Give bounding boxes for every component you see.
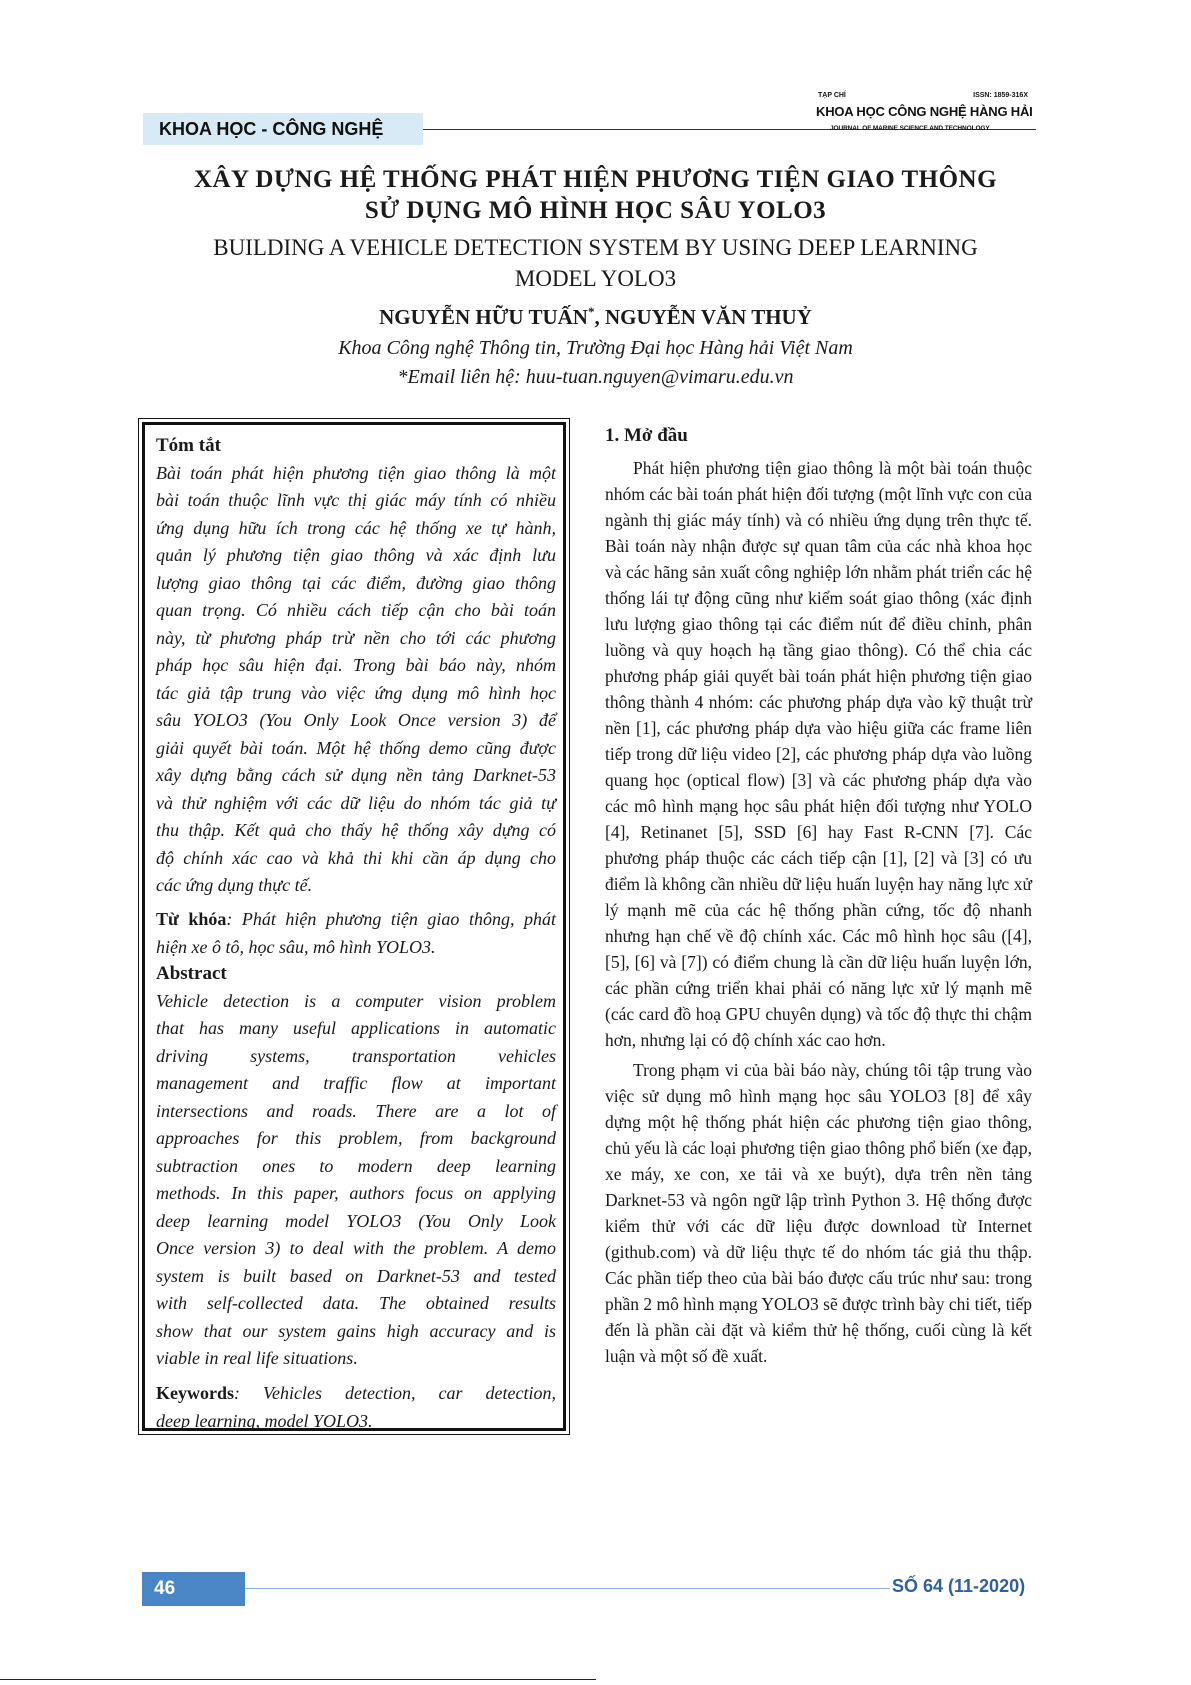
abstract-line: with self-collected data. The obtained results xyxy=(156,1293,556,1313)
journal-subtitle: JOURNAL OF MARINE SCIENCE AND TECHNOLOGY xyxy=(830,125,990,132)
summary-line: thu thập. Kết quả cho thấy hệ thống xây dựng có xyxy=(156,820,556,840)
summary-line: tác giả tập trung vào việc ứng dụng mô hình học xyxy=(156,682,556,703)
keywords-en-label: Keywords xyxy=(156,1383,234,1403)
keywords-vi-line1: : Phát hiện phương tiện giao thông, phát xyxy=(226,909,556,929)
summary-line: lượng giao thông tại các điểm, đường giao thông xyxy=(156,572,556,593)
abstract-line: Once version 3) to deal with the problem. A demo xyxy=(156,1238,556,1258)
abstract-line: intersections and roads. There are a lot of xyxy=(156,1100,556,1121)
abstract-line: viable in real life situations. xyxy=(156,1348,358,1368)
abstract-line: management and traffic flow at important xyxy=(156,1073,556,1093)
abstract-line: show that our system gains high accuracy and is xyxy=(156,1320,556,1341)
intro-heading: 1. Mở đầu xyxy=(605,425,688,446)
summary-line: bài toán thuộc lĩnh vực thị giác máy tính có nhiều xyxy=(156,490,556,510)
abstract-line: subtraction ones to modern deep learning xyxy=(156,1155,556,1176)
summary-line: xây dựng bằng cách sử dụng nền tảng Darknet-53 xyxy=(156,765,556,785)
summary-line: pháp học sâu hiện đại. Trong bài báo này, nhóm xyxy=(156,655,556,675)
abstract-line: system is built based on Darknet-53 and tested xyxy=(156,1265,556,1286)
keywords-en-line1: : Vehicles detection, car detection, xyxy=(234,1383,556,1403)
abstract-line: approaches for this problem, from background xyxy=(156,1128,556,1148)
summary-line: Bài toán phát hiện phương tiện giao thông là một xyxy=(156,462,556,483)
title-en-line1: BUILDING A VEHICLE DETECTION SYSTEM BY USING DEEP LEARNING xyxy=(213,235,978,260)
keywords-vi-label: Từ khóa xyxy=(156,909,227,929)
intro-paragraph-1: Phát hiện phương tiện giao thông là một bài toán thuộc nhóm các bài toán phát hiện đối tượng (một lĩnh vực con của ngành thị giác máy tính) và có nhiều ứng dụng trên thực tế. Bài toán này nhận được sự quan tâm của các nhà khoa học và các hãng sản xuất công nghiệp lớn nhằm phát triển các hệ thống lái tự động cũng như kiểm soát giao thông (xác định lưu lượng giao thông tại các điểm nút để điều chỉnh, phân luồng và quy hoạch hạ tầng giao thông). Có thể chia các phương pháp giải quyết bài toán phát hiện phương tiện giao thông thành 4 nhóm: các phương pháp dựa vào kỹ thuật trừ nền [1], các phương pháp dựa vào hiệu giữa các frame liên tiếp trong dữ liệu video [2], các phương pháp dựa vào luồng quang học (optical flow) [3] và các phương pháp dựa vào các mô hình mạng học sâu phát hiện đối tượng như YOLO [4], Retinanet [5], SSD [6] hay Fast R-CNN [7]. Các phương pháp thuộc các cách tiếp cận [1], [2] và [3] có ưu điểm là không cần nhiều dữ liệu huấn luyện hay năng lực xử lý mạnh mẽ của các hệ thống phần cứng, tốc độ nhanh nhưng hạn chế về độ chính xác. Các mô hình học sâu ([4], [5], [6] và [7]) có điểm chung là cần dữ liệu huấn luyện lớn, các phần cứng triển khai phải có năng lực xử lý mạnh mẽ (các card đồ hoạ GPU chuyên dụng) và tốc độ thực thi chậm hơn, nhưng lại có độ chính xác cao hơn. xyxy=(605,458,1032,1050)
corresponding-mark: * xyxy=(587,304,595,319)
summary-vi xyxy=(156,432,556,900)
keywords-en xyxy=(156,1380,556,1435)
abstract-line: Vehicle detection is a computer vision problem xyxy=(156,990,556,1011)
summary-line: và thử nghiệm với các dữ liệu do nhóm tác giả tự xyxy=(156,792,556,813)
introduction-section xyxy=(605,423,1032,1369)
summary-line: giải quyết bài toán. Một hệ thống demo cũng được xyxy=(156,737,556,758)
header-rule xyxy=(423,129,810,130)
summary-heading: Tóm tắt xyxy=(156,435,221,456)
summary-line: sâu YOLO3 (You Only Look Once version 3) để xyxy=(156,710,556,730)
journal-name: KHOA HỌC CÔNG NGHỆ HÀNG HẢI xyxy=(816,104,1033,119)
keywords-vi xyxy=(156,906,556,961)
summary-body xyxy=(156,460,556,900)
title-en-line2: MODEL YOLO3 xyxy=(514,266,677,291)
journal-issn: ISSN: 1859-316X xyxy=(973,92,1028,99)
abstract-line: that has many useful applications in automatic xyxy=(156,1018,556,1038)
contact-email: *Email liên hệ: huu-tuan.nguyen@vimaru.edu.vn xyxy=(397,366,794,388)
journal-masthead xyxy=(816,92,1036,132)
author-name-1: NGUYỄN HỮU TUẤN xyxy=(379,305,588,329)
author-name-2: , NGUYỄN VĂN THUỶ xyxy=(594,305,812,329)
summary-line: các ứng dụng thực tế. xyxy=(156,875,313,895)
intro-paragraph-2: Trong phạm vi của bài báo này, chúng tôi tập trung vào việc sử dụng mô hình mạng học sâu YOLO3 [8] để xây dựng một hệ thống phát hiện các phương tiện giao thông, chủ yếu là các loại phương tiện giao thông phổ biến (xe đạp, xe máy, xe con, xe tải và xe buýt), dựa trên nền tảng Darknet-53 và ngôn ngữ lập trình Python 3. Hệ thống được kiểm thử với các dữ liệu được download từ Internet (github.com) và dữ liệu thực tế do nhóm tác giả thu thập. Các phần tiếp theo của bài báo được cấu trúc như sau: trong phần 2 mô hình mạng YOLO3 sẽ được trình bày chi tiết, tiếp đến là phần cài đặt và kiểm thử hệ thống, cuối cùng là kết luận và một số đề xuất. xyxy=(605,1060,1032,1366)
title-vi-line1: XÂY DỰNG HỆ THỐNG PHÁT HIỆN PHƯƠNG TIỆN GIAO THÔNG xyxy=(193,166,998,193)
abstract-line: driving systems, transportation vehicles xyxy=(156,1045,556,1066)
issue-label: SỐ 64 (11-2020) xyxy=(892,1576,1026,1596)
keywords-en-line2: deep learning, model YOLO3. xyxy=(156,1410,373,1431)
journal-prefix: TẠP CHÍ xyxy=(818,92,846,99)
page-number: 46 xyxy=(142,1572,245,1606)
affiliation: Khoa Công nghệ Thông tin, Trường Đại học Hàng hải Việt Nam xyxy=(338,337,853,359)
abstract-line: deep learning model YOLO3 (You Only Look xyxy=(156,1210,556,1231)
title-vi-line2: SỬ DỤNG MÔ HÌNH HỌC SÂU YOLO3 xyxy=(364,197,827,224)
keywords-vi-line2: hiện xe ô tô, học sâu, mô hình YOLO3. xyxy=(156,936,436,957)
summary-line: ứng dụng hữu ích trong các hệ thống xe tự hành, xyxy=(156,517,556,538)
abstract-en xyxy=(156,960,556,1373)
footer-rule xyxy=(245,1588,890,1589)
summary-line: quản lý phương tiện giao thông và xác định lưu xyxy=(156,545,556,565)
summary-line: quan trọng. Có nhiều cách tiếp cận cho bài toán xyxy=(156,600,556,620)
abstract-line: methods. In this paper, authors focus on applying xyxy=(156,1183,556,1203)
summary-line: độ chính xác cao và khả thi khi cần áp dụng cho xyxy=(156,847,556,868)
summary-line: này, từ phương pháp trừ nền cho tới các phương xyxy=(156,627,556,648)
section-tag: KHOA HỌC - CÔNG NGHỆ xyxy=(143,113,423,145)
abstract-heading: Abstract xyxy=(156,963,227,984)
page-bottom-edge xyxy=(0,1679,596,1680)
journal-top-row xyxy=(816,92,1036,102)
abstract-body xyxy=(156,988,556,1373)
author-list xyxy=(100,304,1091,330)
